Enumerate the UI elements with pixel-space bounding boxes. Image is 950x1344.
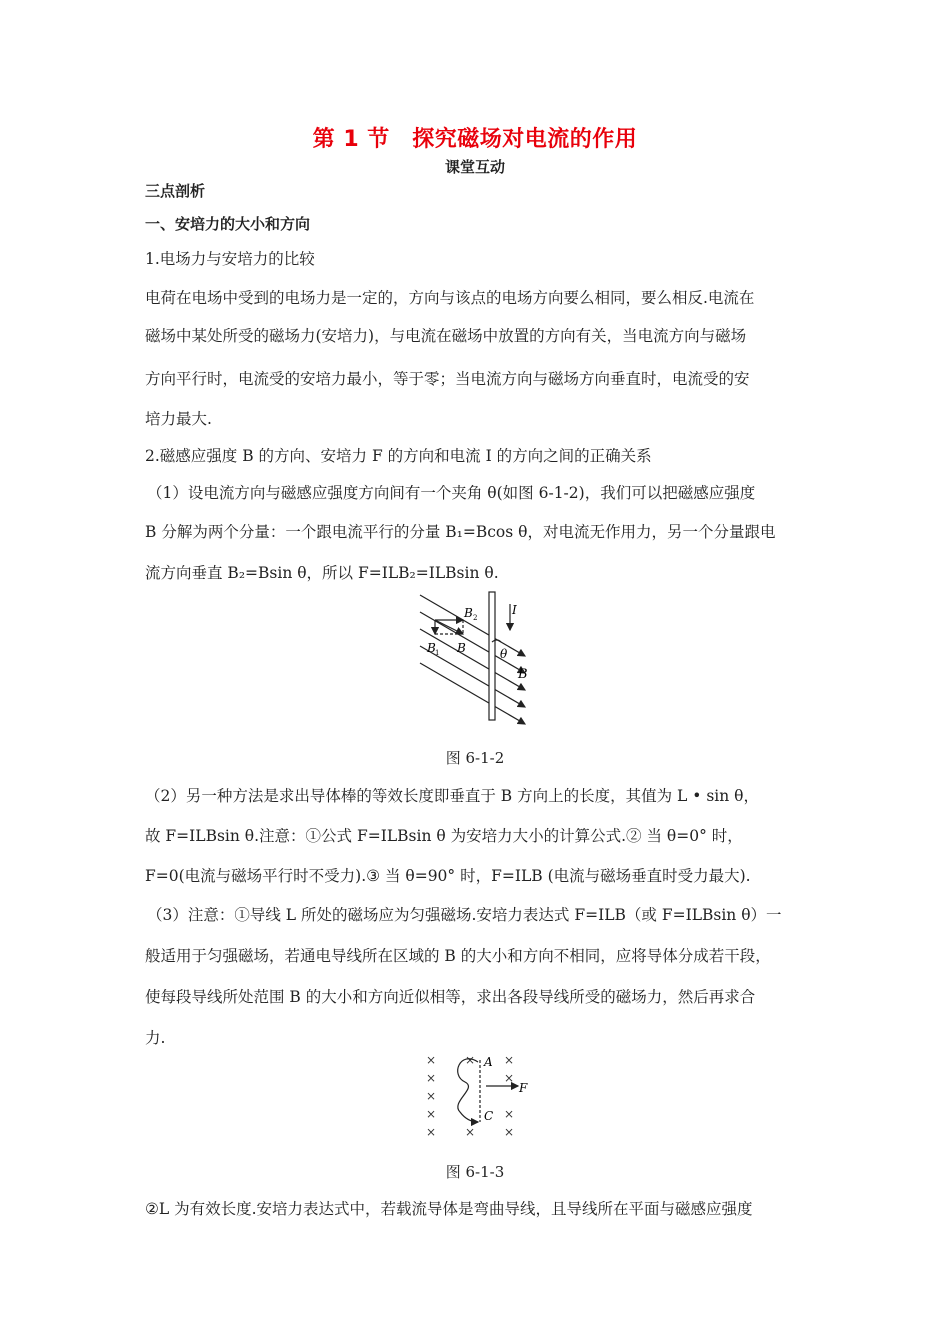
cross-mark: ×: [465, 1125, 476, 1139]
cross-mark: ×: [426, 1107, 437, 1121]
label-B1-sub: 1: [435, 649, 440, 657]
cross-mark: ×: [426, 1125, 437, 1139]
label-A: A: [484, 1055, 493, 1069]
cross-mark: ×: [426, 1071, 437, 1085]
label-B1: B: [427, 641, 436, 655]
paragraph-line: 般适用于匀强磁场，若通电导线所在区域的 B 的大小和方向不相同，应将导体分成若干段，: [145, 947, 771, 965]
paragraph-line: 故 F=ILBsin θ.注意：①公式 F=ILBsin θ 为安培力大小的计算公式.② 当 θ=0° 时，: [145, 827, 743, 845]
paragraph-line: 磁场中某处所受的磁场力(安培力)，与电流在磁场中放置的方向有关，当电流方向与磁场: [145, 327, 747, 345]
label-F: F: [519, 1081, 528, 1095]
paragraph-line: B 分解为两个分量：一个跟电流平行的分量 B₁=Bcos θ，对电流无作用力，另一个分量跟电: [145, 523, 776, 541]
paragraph-line: 使每段导线所处范围 B 的大小和方向近似相等，求出各段导线所受的磁场力，然后再求合: [145, 988, 756, 1006]
label-B2: B: [464, 606, 473, 620]
heading-ampere-force: 一、安培力的大小和方向: [145, 215, 311, 233]
section-heading: 三点剖析: [145, 182, 206, 200]
paragraph-line: 方向平行时，电流受的安培力最小，等于零；当电流方向与磁场方向垂直时，电流受的安: [145, 370, 750, 388]
paragraph-line: 力.: [145, 1029, 166, 1047]
paragraph-line: （3）注意：①导线 L 所处的磁场应为匀强磁场.安培力表达式 F=ILB（或 F=ILBsin θ）一: [147, 906, 782, 924]
figure-caption: 图 6-1-3: [445, 1163, 505, 1181]
cross-mark: ×: [465, 1053, 476, 1067]
paragraph-line: 电荷在电场中受到的电场力是一定的，方向与该点的电场方向要么相同，要么相反.电流在: [145, 289, 755, 307]
paragraph-line: F=0(电流与磁场平行时不受力).③ 当 θ=90° 时，F=ILB (电流与磁场垂直时受力最大).: [145, 867, 751, 885]
figure-caption: 图 6-1-2: [445, 749, 505, 767]
paragraph-line: 2.磁感应强度 B 的方向、安培力 F 的方向和电流 I 的方向之间的正确关系: [145, 447, 652, 465]
paragraph-line: （2）另一种方法是求出导体棒的等效长度即垂直于 B 方向上的长度，其值为 L • sin θ，: [145, 787, 759, 805]
paragraph-line: 1.电场力与安培力的比较: [145, 250, 315, 268]
label-theta: θ: [500, 647, 508, 661]
paragraph-line: 培力最大.: [145, 410, 212, 428]
cross-mark: ×: [504, 1053, 515, 1067]
label-C: C: [484, 1109, 494, 1123]
label-B: B: [457, 641, 466, 655]
cross-mark: ×: [426, 1089, 437, 1103]
label-B-field: B: [518, 667, 528, 682]
cross-mark: ×: [504, 1125, 515, 1139]
paragraph-line: ②L 为有效长度.安培力表达式中，若载流导体是弯曲导线，且导线所在平面与磁感应强度: [145, 1200, 753, 1218]
label-I: I: [512, 603, 517, 617]
page-title: 第 1 节 探究磁场对电流的作用: [312, 127, 638, 152]
cross-mark: ×: [504, 1107, 515, 1121]
figure-6-1-2: [415, 590, 545, 730]
cross-mark: ×: [504, 1071, 515, 1085]
paragraph-line: 流方向垂直 B₂=Bsin θ，所以 F=ILB₂=ILBsin θ.: [145, 564, 499, 582]
figure-6-1-3: [420, 1050, 540, 1140]
paragraph-line: （1）设电流方向与磁感应强度方向间有一个夹角 θ(如图 6-1-2)，我们可以把磁感应强度: [147, 484, 756, 502]
cross-mark: ×: [426, 1053, 437, 1067]
label-B2-sub: 2: [473, 614, 478, 622]
subtitle: 课堂互动: [444, 158, 505, 176]
